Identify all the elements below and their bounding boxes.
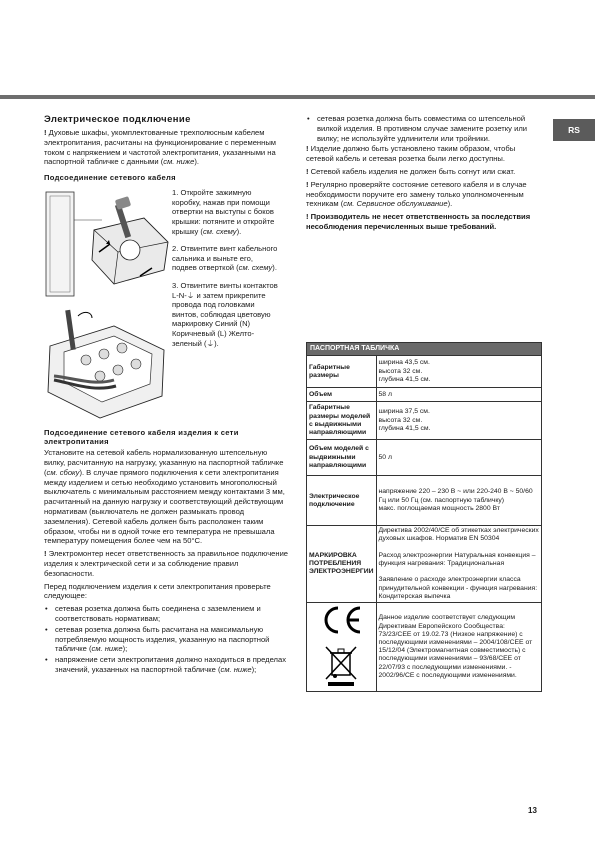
list-item: • сетевая розетка должна быть расчитана на максимальную потребляемую мощность изделия, указанную на паспортной табличке (см. ниже);: [44, 625, 290, 654]
table-row: Габаритные размеры моделей с выдвижными направляющими ширина 37,5 см. высота 32 см. глубина 41,5 см.: [307, 402, 542, 440]
table-row: Объем моделей с выдвижными направляющими 50 л: [307, 440, 542, 476]
step-2: 2. Отвинтите винт кабельного сальника и выньте его, подвев отверткой (см. схему).: [172, 244, 278, 273]
step-1: 1. Откройте зажимную коробку, нажав при помощи отвертки на выступы с боков крышки: потяните и откройте крышку (см. схему).: [172, 188, 275, 236]
section-title: Электрическое подключение: [44, 114, 191, 125]
intro-end: ).: [194, 157, 199, 167]
list-item: • сетевая розетка должна быть соединена с заземлением и соответствовать нормативам;: [44, 604, 290, 624]
step-3: 3. Отвинтите винты контактов L-N-⏚ и затем прикрепите провода под головками винтов, соблюдая цветовую маркировку Синий (N) Коричневый (L) Желто-зеленый (⏚).: [172, 280, 278, 348]
check-list-continued: [306, 114, 542, 143]
liability-note: ! Производитель не несет ответственность за последствия несоблюдения перечисленных выше требований.: [306, 212, 531, 231]
intro-text: Духовые шкафы, укомплектованные трехполюсным кабелем электропитания, расчитаны на функционирование с переменным током с напряжением и частотой электропитания, указанными на паспортной табличке с данными (: [44, 128, 277, 167]
right-column: [306, 114, 542, 235]
access-note: ! Изделие должно быть установлено таким образом, чтобы сетевой кабель и сетевая розетка были легко доступны.: [306, 144, 516, 164]
figure-area: [44, 184, 290, 428]
table-row: Электрическое подключение напряжение 220 – 230 В ~ или 220-240 В ~ 50/60 Гц или 50 Гц (см. паспортную табличку) макс. поглощаемая мощность 2800 Вт: [307, 476, 542, 526]
inspect-note: ! Регулярно проверяйте состояние сетевого кабеля и в случае необходимости поручите его замену только уполномоченным техникам (см. Сервисное обслуживание).: [306, 179, 527, 209]
header-rule: [0, 95, 595, 99]
check-intro: Перед подключением изделия к сети электропитания проверьте следующее:: [44, 581, 271, 601]
list-item: • напряжение сети электропитания должно находиться в пределах значений, указанных на паспортной табличке (см. ниже);: [44, 655, 290, 675]
warning-mark: !: [44, 128, 47, 137]
table-row: Габаритные размеры ширина 43,5 см. высота 32 см. глубина 41,5 см.: [307, 356, 542, 388]
compliance-marks: [307, 603, 377, 692]
page-number: 13: [528, 806, 537, 815]
table-row: МАРКИРОВКА ПОТРЕБЛЕНИЯ ЭЛЕКТРОЭНЕРГИИ Директива 2002/40/CE об этикетках электрических духовых шкафов. Норматив EN 50304 Расход электроэнергии Натуральная конвекция – функция нагревания: Традициональная Заявление о расходе электроэнергии класса принудительной конвекции - функция нагревания: Кондитерская выпечка: [307, 526, 542, 603]
electrician-note: ! Электромонтер несет ответственность за правильное подключение изделия к электрической сети и за соблюдение правил безопасности.: [44, 549, 289, 578]
terminal-block-figure: [44, 306, 172, 424]
data-plate-table: [306, 342, 542, 692]
table-title: ПАСПОРТНАЯ ТАБЛИЧКА: [307, 343, 542, 356]
language-tab: RS: [553, 119, 595, 141]
intro-paragraph: [44, 128, 290, 167]
check-list: [44, 604, 290, 675]
mains-paragraph: Установите на сетевой кабель нормализованную штепсельную вилку, расчитанную на нагрузку, указанную на паспортной табличке (см. сбоку). В случае прямого подключения к сети электропитания между изделием и сетью необходимо установить многополюсный выключатель с минимальным расстоянием между контактами 3 мм, расчитанный на данную нагрузку и соответствующий действующим нормативам (выключатель не должен размыкать провод заземления). Сетевой кабель должен быть расположен таким образом, чтобы ни в одной точке его температура не превышала температуру помещения более чем на 50°С.: [44, 448, 285, 546]
intro-ref: см. ниже: [163, 157, 195, 167]
steps-list: [172, 188, 278, 356]
table-row: Объем 58 л: [307, 388, 542, 402]
subheading-cable: Подсоединение сетевого кабеля: [44, 173, 176, 183]
bend-note: ! Сетевой кабель изделия не должен быть согнут или сжат.: [306, 166, 516, 176]
list-item: • сетевая розетка должна быть совместима со штепсельной вилкой изделия. В противном случае замените розетку или вилку; не используйте удлинители или тройники.: [306, 114, 542, 143]
ce-mark-icon: [318, 604, 364, 636]
weee-bin-icon: [324, 645, 358, 687]
left-column: [44, 114, 290, 676]
terminal-box-figure: [44, 190, 172, 300]
subheading-mains: Подсоединение сетевого кабеля изделия к сети электропитания: [44, 428, 239, 447]
table-row: Данное изделие соответствует следующим Директивам Европейского Сообщества: 73/23/CEE от 19.02.73 (Низкое напряжение) с последующими изменениями – 2004/108/CEE от 15/12/04 (Электромагнитная совместимость) с последующими изменениями – 93/68/CEE от 22/07/93 с последующими изменениями. - 2002/96/CE с последующими изменениями.: [307, 603, 542, 692]
